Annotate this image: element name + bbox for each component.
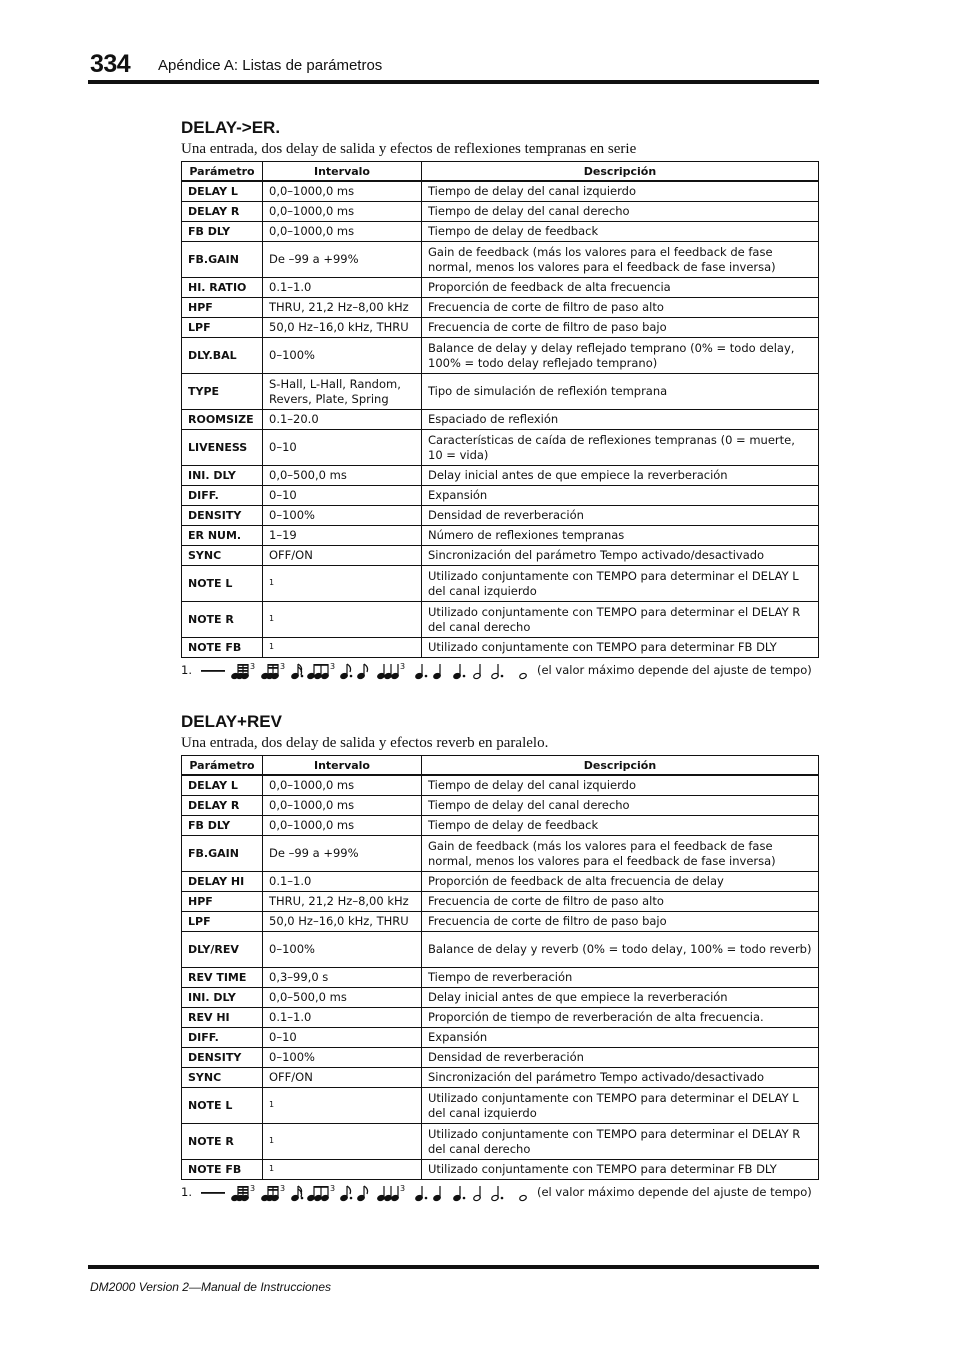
- table-row: [182, 1088, 819, 1124]
- page-header: [88, 48, 819, 84]
- param-name-cell: DLY/REV: [182, 932, 263, 968]
- table-row: [182, 374, 819, 410]
- range-cell: OFF/ON: [263, 1068, 422, 1088]
- param-name-cell: DELAY L: [182, 775, 263, 796]
- range-cell: [263, 638, 422, 658]
- param-name-cell: DELAY R: [182, 796, 263, 816]
- footnote-ref: 1: [269, 1164, 275, 1173]
- table-row: [182, 968, 819, 988]
- range-cell: S-Hall, L-Hall, Random, Revers, Plate, Spring: [263, 374, 422, 410]
- description-cell: Frecuencia de corte de filtro de paso alto: [422, 892, 819, 912]
- footnote-ref: 1: [269, 614, 275, 623]
- description-cell: Densidad de reverberación: [422, 1048, 819, 1068]
- description-cell: Utilizado conjuntamente con TEMPO para determinar FB DLY: [422, 638, 819, 658]
- table-row: [182, 466, 819, 486]
- range-cell: 0–100%: [263, 338, 422, 374]
- table-row: [182, 338, 819, 374]
- table-row: [182, 816, 819, 836]
- table-row: [182, 566, 819, 602]
- range-cell: 0–10: [263, 430, 422, 466]
- description-cell: Utilizado conjuntamente con TEMPO para determinar el DELAY R del canal derecho: [422, 602, 819, 638]
- table-row: [182, 430, 819, 466]
- table-row: [182, 872, 819, 892]
- footnote-ref: 1: [269, 642, 275, 651]
- footnote: [181, 1182, 818, 1204]
- param-name-cell: NOTE L: [182, 1088, 263, 1124]
- table-row: [182, 506, 819, 526]
- param-name-cell: SYNC: [182, 1068, 263, 1088]
- param-name-cell: NOTE R: [182, 602, 263, 638]
- table-row: [182, 892, 819, 912]
- param-name-cell: NOTE L: [182, 566, 263, 602]
- section-title: DELAY+REV: [181, 712, 282, 731]
- column-header-param: Parámetro: [182, 756, 263, 776]
- param-name-cell: DENSITY: [182, 506, 263, 526]
- param-name-cell: NOTE R: [182, 1124, 263, 1160]
- description-cell: Frecuencia de corte de filtro de paso bajo: [422, 318, 819, 338]
- range-cell: [263, 1160, 422, 1180]
- range-cell: 1–19: [263, 526, 422, 546]
- parameter-table: [181, 755, 819, 1180]
- range-cell: De –99 a +99%: [263, 242, 422, 278]
- page-number: 334: [90, 50, 131, 78]
- svg-text:3: 3: [250, 662, 256, 671]
- description-cell: Proporción de tiempo de reverberación de alta frecuencia.: [422, 1008, 819, 1028]
- table-row: [182, 318, 819, 338]
- description-cell: Sincronización del parámetro Tempo activado/desactivado: [422, 1068, 819, 1088]
- range-cell: De –99 a +99%: [263, 836, 422, 872]
- param-name-cell: DIFF.: [182, 486, 263, 506]
- column-header-desc: Descripción: [422, 162, 819, 182]
- range-cell: 0,0–1000,0 ms: [263, 222, 422, 242]
- description-cell: Características de caída de reflexiones tempranas (0 = muerte, 10 = vida): [422, 430, 819, 466]
- param-name-cell: DENSITY: [182, 1048, 263, 1068]
- table-row: [182, 202, 819, 222]
- table-row: [182, 1008, 819, 1028]
- param-name-cell: FB DLY: [182, 816, 263, 836]
- svg-text:3: 3: [330, 662, 336, 671]
- param-name-cell: INI. DLY: [182, 466, 263, 486]
- table-row: [182, 546, 819, 566]
- table-row: [182, 222, 819, 242]
- table-row: [182, 796, 819, 816]
- param-name-cell: INI. DLY: [182, 988, 263, 1008]
- range-cell: OFF/ON: [263, 546, 422, 566]
- range-cell: THRU, 21,2 Hz–8,00 kHz: [263, 892, 422, 912]
- page-footer: DM2000 Version 2—Manual de Instrucciones: [90, 1280, 332, 1294]
- footnote: [181, 660, 818, 682]
- chapter-title: Apéndice A: Listas de parámetros: [158, 57, 383, 74]
- range-cell: THRU, 21,2 Hz–8,00 kHz: [263, 298, 422, 318]
- description-cell: Utilizado conjuntamente con TEMPO para determinar el DELAY L del canal izquierdo: [422, 566, 819, 602]
- section-title: DELAY->ER.: [181, 118, 281, 137]
- parameter-table: [181, 161, 819, 658]
- param-name-cell: FB.GAIN: [182, 836, 263, 872]
- footnote-text: (el valor máximo depende del ajuste de tempo): [537, 1185, 812, 1199]
- range-cell: 0–10: [263, 1028, 422, 1048]
- table-row: [182, 526, 819, 546]
- param-name-cell: DELAY L: [182, 181, 263, 202]
- description-cell: Frecuencia de corte de filtro de paso bajo: [422, 912, 819, 932]
- param-name-cell: FB DLY: [182, 222, 263, 242]
- param-name-cell: FB.GAIN: [182, 242, 263, 278]
- param-name-cell: ROOMSIZE: [182, 410, 263, 430]
- description-cell: Frecuencia de corte de filtro de paso alto: [422, 298, 819, 318]
- range-cell: 0–10: [263, 486, 422, 506]
- table-row: [182, 836, 819, 872]
- note-values-icon: [201, 660, 531, 682]
- footnote-ref: 1: [269, 578, 275, 587]
- description-cell: Expansión: [422, 1028, 819, 1048]
- description-cell: Balance de delay y delay reflejado temprano (0% = todo delay, 100% = todo delay reflejado temprano): [422, 338, 819, 374]
- range-cell: 0,0–500,0 ms: [263, 466, 422, 486]
- table-row: [182, 486, 819, 506]
- footnote-text: (el valor máximo depende del ajuste de tempo): [537, 663, 812, 677]
- table-row: [182, 912, 819, 932]
- description-cell: Tiempo de delay del canal derecho: [422, 796, 819, 816]
- param-name-cell: DLY.BAL: [182, 338, 263, 374]
- range-cell: [263, 1088, 422, 1124]
- param-name-cell: HPF: [182, 298, 263, 318]
- range-cell: 0.1–20.0: [263, 410, 422, 430]
- description-cell: Tiempo de delay del canal derecho: [422, 202, 819, 222]
- description-cell: Proporción de feedback de alta frecuencia de delay: [422, 872, 819, 892]
- description-cell: Expansión: [422, 486, 819, 506]
- footnote-ref: 1: [269, 1100, 275, 1109]
- footnote-number: 1.: [181, 663, 192, 677]
- param-name-cell: LPF: [182, 912, 263, 932]
- description-cell: Proporción de feedback de alta frecuencia: [422, 278, 819, 298]
- range-cell: 0,0–1000,0 ms: [263, 816, 422, 836]
- description-cell: Tiempo de delay del canal izquierdo: [422, 775, 819, 796]
- param-name-cell: HI. RATIO: [182, 278, 263, 298]
- section-delay-er: [181, 117, 818, 682]
- param-name-cell: REV TIME: [182, 968, 263, 988]
- range-cell: 0,0–500,0 ms: [263, 988, 422, 1008]
- note-values-icon: [201, 1182, 531, 1204]
- table-row: [182, 1160, 819, 1180]
- table-row: [182, 988, 819, 1008]
- param-name-cell: DELAY R: [182, 202, 263, 222]
- param-name-cell: SYNC: [182, 546, 263, 566]
- range-cell: 0.1–1.0: [263, 872, 422, 892]
- section-description: Una entrada, dos delay de salida y efectos reverb en paralelo.: [181, 735, 549, 751]
- param-name-cell: DIFF.: [182, 1028, 263, 1048]
- column-header-range: Intervalo: [263, 756, 422, 776]
- section-description: Una entrada, dos delay de salida y efectos de reflexiones tempranas en serie: [181, 141, 637, 157]
- table-row: [182, 1068, 819, 1088]
- table-row: [182, 242, 819, 278]
- description-cell: Tiempo de delay del canal izquierdo: [422, 181, 819, 202]
- description-cell: Tiempo de delay de feedback: [422, 222, 819, 242]
- description-cell: Sincronización del parámetro Tempo activado/desactivado: [422, 546, 819, 566]
- range-cell: 0,3–99,0 s: [263, 968, 422, 988]
- svg-text:3: 3: [280, 662, 286, 671]
- range-cell: [263, 566, 422, 602]
- param-name-cell: LIVENESS: [182, 430, 263, 466]
- svg-text:3: 3: [330, 1184, 336, 1193]
- description-cell: Delay inicial antes de que empiece la reverberación: [422, 466, 819, 486]
- param-name-cell: NOTE FB: [182, 1160, 263, 1180]
- description-cell: Gain de feedback (más los valores para el feedback de fase normal, menos los valores para el feedback de fase inversa): [422, 242, 819, 278]
- column-header-desc: Descripción: [422, 756, 819, 776]
- description-cell: Delay inicial antes de que empiece la reverberación: [422, 988, 819, 1008]
- table-row: [182, 638, 819, 658]
- description-cell: Densidad de reverberación: [422, 506, 819, 526]
- param-name-cell: ER NUM.: [182, 526, 263, 546]
- range-cell: 50,0 Hz–16,0 kHz, THRU: [263, 318, 422, 338]
- range-cell: 0–100%: [263, 1048, 422, 1068]
- range-cell: 50,0 Hz–16,0 kHz, THRU: [263, 912, 422, 932]
- table-row: [182, 932, 819, 968]
- table-row: [182, 1048, 819, 1068]
- svg-text:3: 3: [250, 1184, 256, 1193]
- param-name-cell: TYPE: [182, 374, 263, 410]
- column-header-range: Intervalo: [263, 162, 422, 182]
- description-cell: Balance de delay y reverb (0% = todo delay, 100% = todo reverb): [422, 932, 819, 968]
- range-cell: 0,0–1000,0 ms: [263, 796, 422, 816]
- table-row: [182, 602, 819, 638]
- range-cell: 0,0–1000,0 ms: [263, 202, 422, 222]
- param-name-cell: REV HI: [182, 1008, 263, 1028]
- param-name-cell: NOTE FB: [182, 638, 263, 658]
- range-cell: 0–100%: [263, 506, 422, 526]
- range-cell: [263, 1124, 422, 1160]
- table-row: [182, 775, 819, 796]
- column-header-param: Parámetro: [182, 162, 263, 182]
- footnote-number: 1.: [181, 1185, 192, 1199]
- table-row: [182, 1124, 819, 1160]
- svg-text:3: 3: [400, 1184, 406, 1193]
- footer-rule: [88, 1265, 819, 1269]
- param-name-cell: LPF: [182, 318, 263, 338]
- description-cell: Gain de feedback (más los valores para el feedback de fase normal, menos los valores para el feedback de fase inversa): [422, 836, 819, 872]
- param-name-cell: HPF: [182, 892, 263, 912]
- table-row: [182, 410, 819, 430]
- description-cell: Tiempo de delay de feedback: [422, 816, 819, 836]
- description-cell: Espaciado de reflexión: [422, 410, 819, 430]
- range-cell: 0,0–1000,0 ms: [263, 181, 422, 202]
- svg-text:3: 3: [400, 662, 406, 671]
- range-cell: 0.1–1.0: [263, 1008, 422, 1028]
- table-header-row: [182, 162, 819, 182]
- table-header-row: [182, 756, 819, 776]
- header-rule: [88, 80, 819, 84]
- description-cell: Tipo de simulación de reflexión temprana: [422, 374, 819, 410]
- section-delay-rev: [181, 711, 818, 1204]
- range-cell: [263, 602, 422, 638]
- description-cell: Utilizado conjuntamente con TEMPO para determinar el DELAY L del canal izquierdo: [422, 1088, 819, 1124]
- table-row: [182, 181, 819, 202]
- table-row: [182, 298, 819, 318]
- description-cell: Número de reflexiones tempranas: [422, 526, 819, 546]
- param-name-cell: DELAY HI: [182, 872, 263, 892]
- svg-text:3: 3: [280, 1184, 286, 1193]
- footnote-ref: 1: [269, 1136, 275, 1145]
- description-cell: Utilizado conjuntamente con TEMPO para determinar el DELAY R del canal derecho: [422, 1124, 819, 1160]
- description-cell: Tiempo de reverberación: [422, 968, 819, 988]
- table-row: [182, 278, 819, 298]
- table-row: [182, 1028, 819, 1048]
- range-cell: 0,0–1000,0 ms: [263, 775, 422, 796]
- description-cell: Utilizado conjuntamente con TEMPO para determinar FB DLY: [422, 1160, 819, 1180]
- range-cell: 0.1–1.0: [263, 278, 422, 298]
- range-cell: 0–100%: [263, 932, 422, 968]
